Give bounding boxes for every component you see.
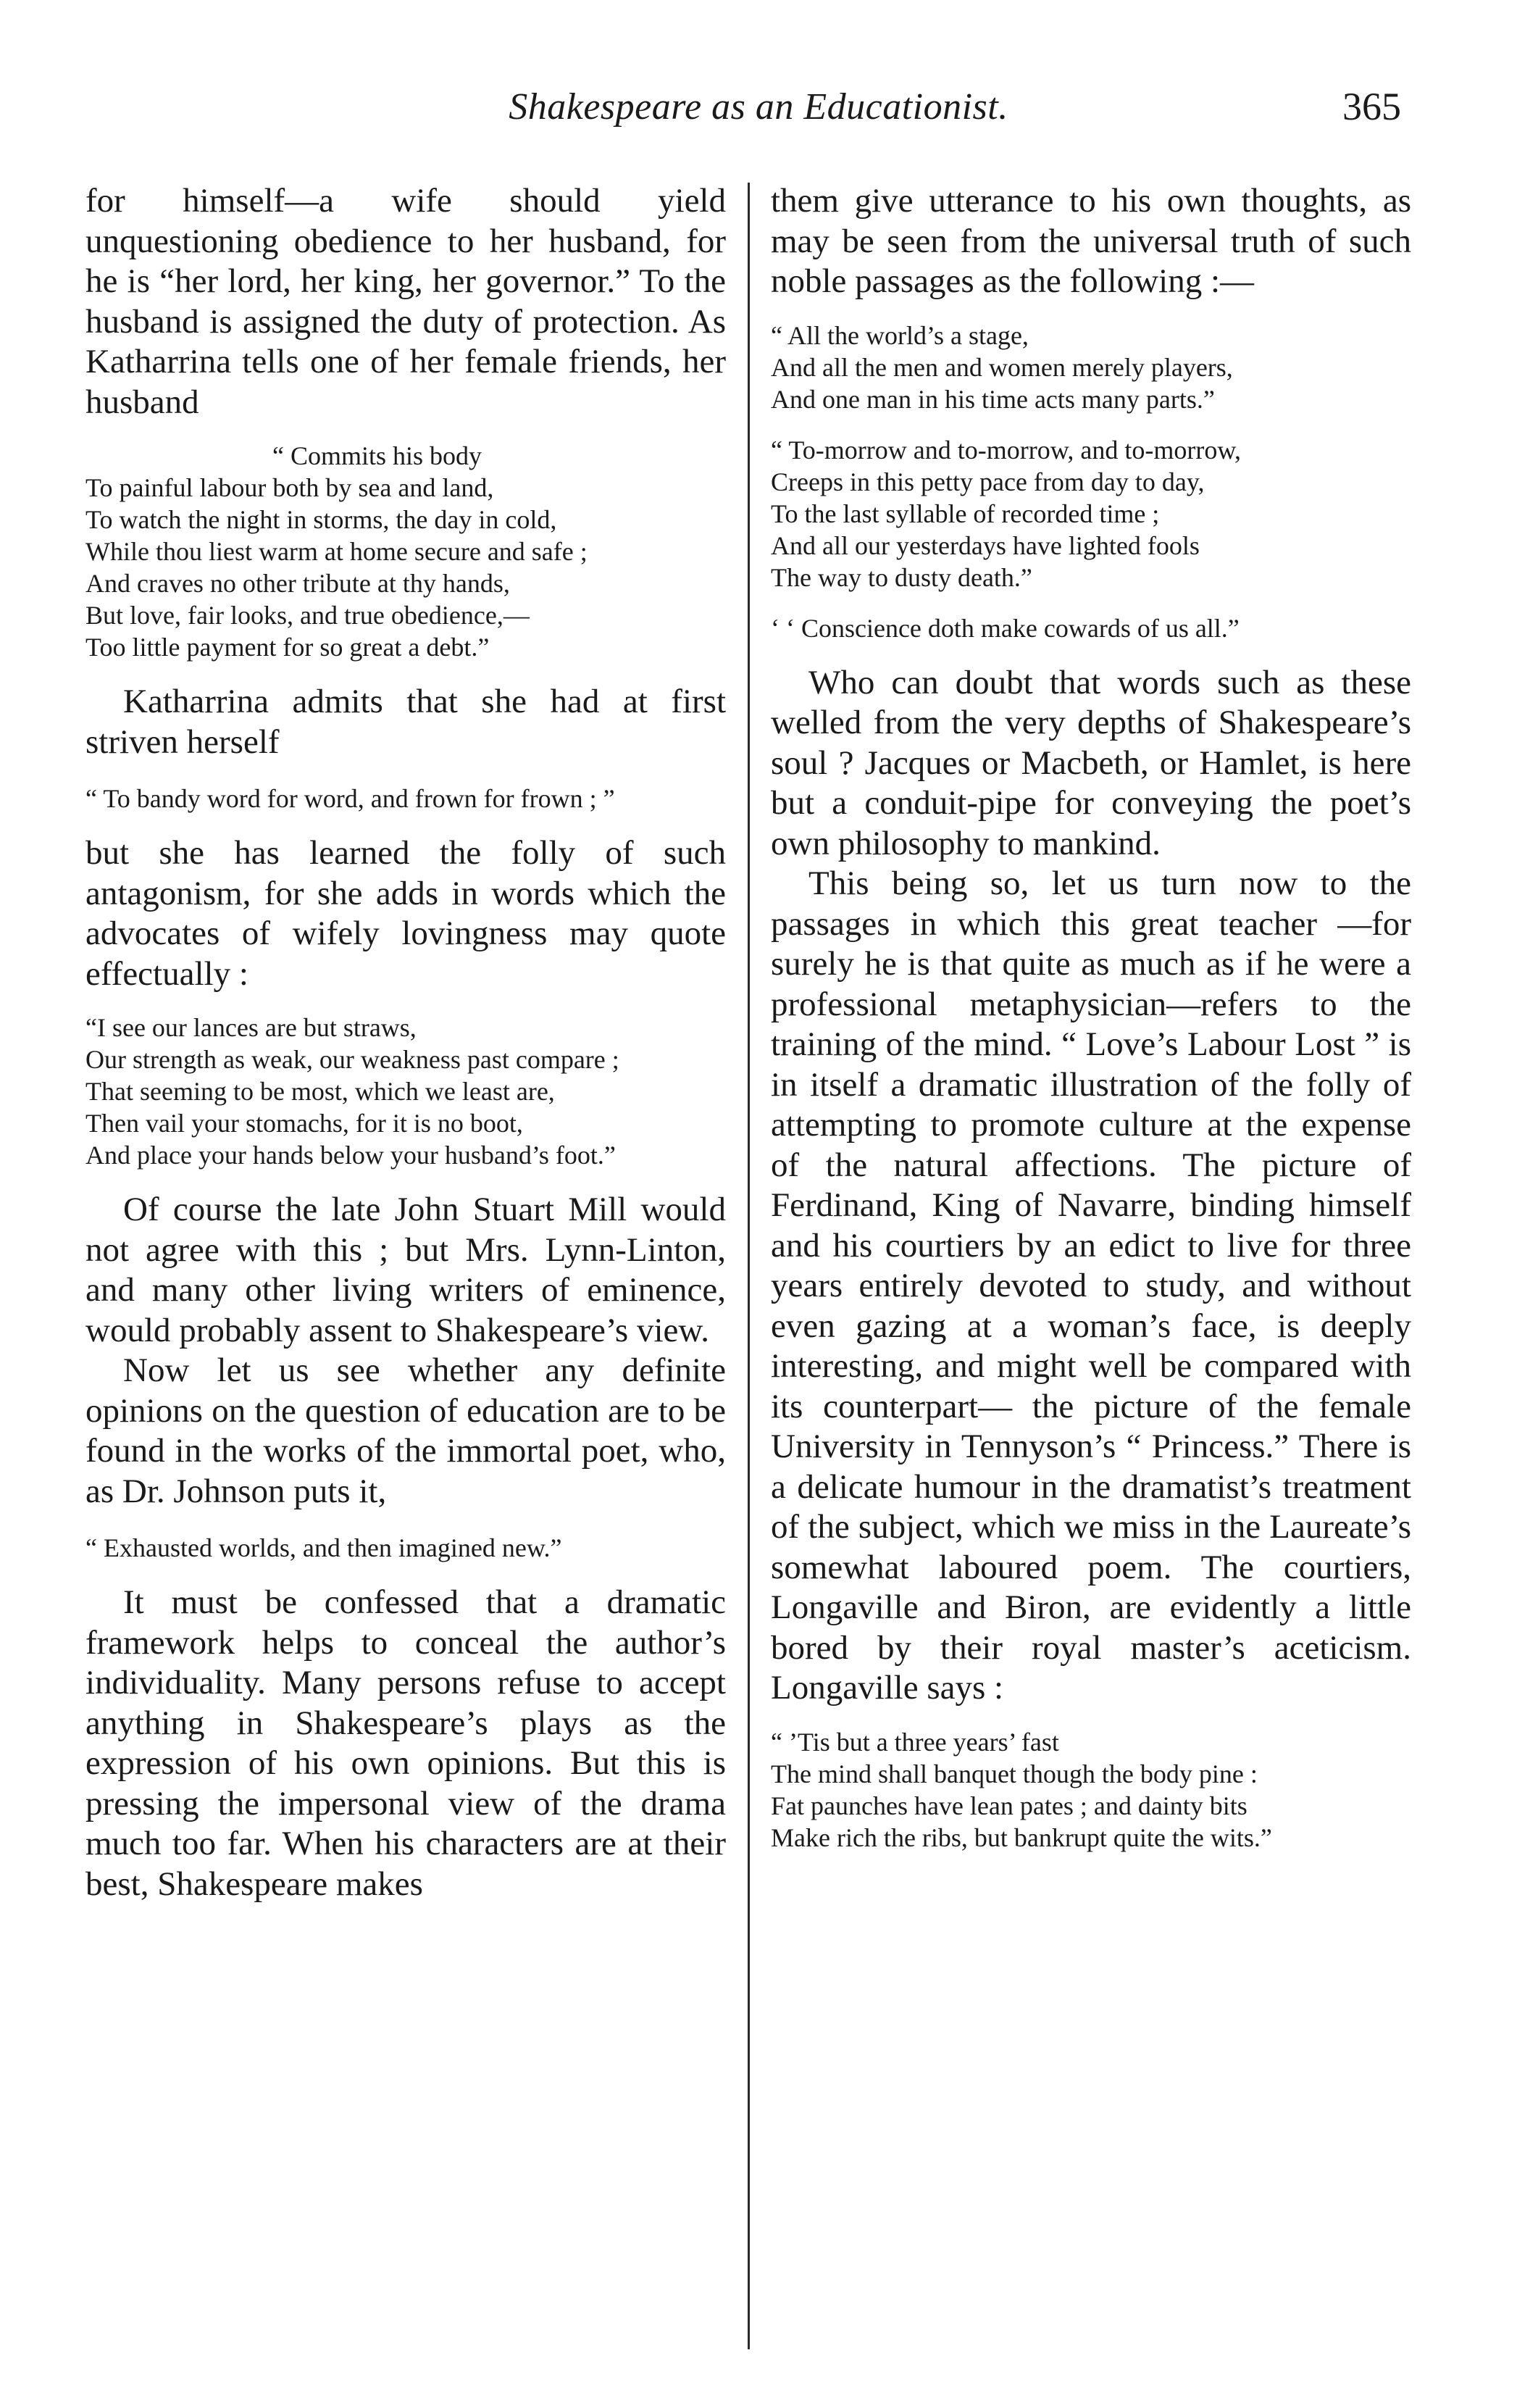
verse-line: To the last syllable of recorded time ; xyxy=(771,499,1160,528)
paragraph: them give utterance to his own thoughts, as may be seen from the universal truth of such noble passages as the following :— xyxy=(771,182,1411,300)
verse-quote xyxy=(771,612,1411,644)
verse-line: Too little payment for so great a debt.” xyxy=(85,633,490,662)
verse-line: But love, fair looks, and true obedience,— xyxy=(85,601,530,630)
left-column xyxy=(85,181,726,1904)
verse-line: “ To bandy word for word, and frown for frown ; ” xyxy=(85,784,615,813)
verse-line: And one man in his time acts many parts.” xyxy=(771,384,1215,414)
verse-line: “I see our lances are but straws, xyxy=(85,1013,417,1042)
paragraph: for himself—a wife should yield unquestioning obedience to her husband, for he is “her lord, her king, her governor.” To the husband is assigned the duty of protection. As Katharrina tells one of her female friends, her husband xyxy=(85,182,726,421)
verse-line: Fat paunches have lean pates ; and dainty bits xyxy=(771,1791,1248,1820)
verse-line: “ All the world’s a stage, xyxy=(771,320,1029,350)
verse-line: That seeming to be most, which we least are, xyxy=(85,1077,555,1106)
verse-line: The mind shall banquet though the body pine : xyxy=(771,1759,1258,1788)
verse-quote xyxy=(85,440,726,663)
column-divider xyxy=(748,183,750,2349)
page-number: 365 xyxy=(1342,85,1401,128)
verse-quote xyxy=(85,783,726,815)
verse-line: Then vail your stomachs, for it is no boot, xyxy=(85,1109,523,1138)
verse-quote xyxy=(85,1532,726,1564)
running-title: Shakespeare as an Educationist. xyxy=(509,86,1008,128)
verse-quote xyxy=(771,320,1411,415)
verse-quote xyxy=(771,434,1411,593)
verse-line: While thou liest warm at home secure and safe ; xyxy=(85,537,588,566)
paragraph: Of course the late John Stuart Mill would not agree with this ; but Mrs. Lynn-Linton, and many other living writers of eminence, would probably assent to Shakespeare’s view. xyxy=(85,1191,726,1349)
verse-line: To painful labour both by sea and land, xyxy=(85,473,494,502)
paragraph: Who can doubt that words such as these welled from the very depths of Shakespeare’s soul ? Jacques or Macbeth, or Hamlet, is here but a conduit-pipe for conveying the poet’s own philosophy to mankind. xyxy=(771,663,1411,862)
paragraph: This being so, let us turn now to the passages in which this great teacher —for surely he is that quite as much as if he were a professional metaphysician—refers to the training of the mind. “ Love’s Labour Lost ” is in itself a dramatic illustration of the folly of attempting to promote culture at the expense of the natural affections. The picture of Ferdinand, King of Navarre, binding himself and his courtiers by an edict to live for three years entirely devoted to study, and without even gazing at a woman’s face, is deeply interesting, and might well be compared with its counterpart— the picture of the female University in Tennyson’s “ Princess.” There is a delicate humour in the dramatist’s treatment of the subject, which we miss in the Laureate’s somewhat laboured poem. The courtiers, Longaville and Biron, are evidently a little bored by their royal master’s aceticism. Longaville says : xyxy=(771,865,1411,1707)
verse-line: And all the men and women merely players, xyxy=(771,352,1233,382)
paragraph: but she has learned the folly of such antagonism, for she adds in words which the advocates of wifely lovingness may quote effectually : xyxy=(85,834,726,993)
right-column xyxy=(771,181,1411,1872)
verse-line: And all our yesterdays have lighted fools xyxy=(771,530,1200,560)
verse-line: ‘ ‘ Conscience doth make cowards of us all.” xyxy=(771,613,1240,643)
verse-line: “ ’Tis but a three years’ fast xyxy=(771,1727,1059,1757)
verse-line: “ To-morrow and to-morrow, and to-morrow, xyxy=(771,435,1241,464)
verse-line: “ Commits his body xyxy=(272,441,482,470)
verse-line: The way to dusty death.” xyxy=(771,562,1032,592)
verse-line: And craves no other tribute at thy hands, xyxy=(85,569,510,598)
paragraph: It must be confessed that a dramatic framework helps to conceal the author’s individuality. Many persons refuse to accept anything in Shakespeare’s plays as the expression of his own opinions. But this is pressing the impersonal view of the drama much too far. When his characters are at their best, Shakespeare makes xyxy=(85,1583,726,1903)
verse-quote xyxy=(771,1726,1411,1854)
verse-line: Creeps in this petty pace from day to day, xyxy=(771,467,1205,496)
verse-line: To watch the night in storms, the day in cold, xyxy=(85,505,557,534)
verse-line: Make rich the ribs, but bankrupt quite the wits.” xyxy=(771,1822,1272,1852)
verse-line: “ Exhausted worlds, and then imagined new.” xyxy=(85,1533,562,1562)
verse-line: And place your hands below your husband’s foot.” xyxy=(85,1141,616,1170)
verse-line: Our strength as weak, our weakness past compare ; xyxy=(85,1045,619,1074)
page-header xyxy=(0,70,1517,135)
paragraph: Katharrina admits that she had at first striven herself xyxy=(85,683,726,761)
paragraph: Now let us see whether any definite opinions on the question of education are to be found in the works of the immortal poet, who, as Dr. Johnson puts it, xyxy=(85,1351,726,1510)
verse-quote xyxy=(85,1012,726,1171)
